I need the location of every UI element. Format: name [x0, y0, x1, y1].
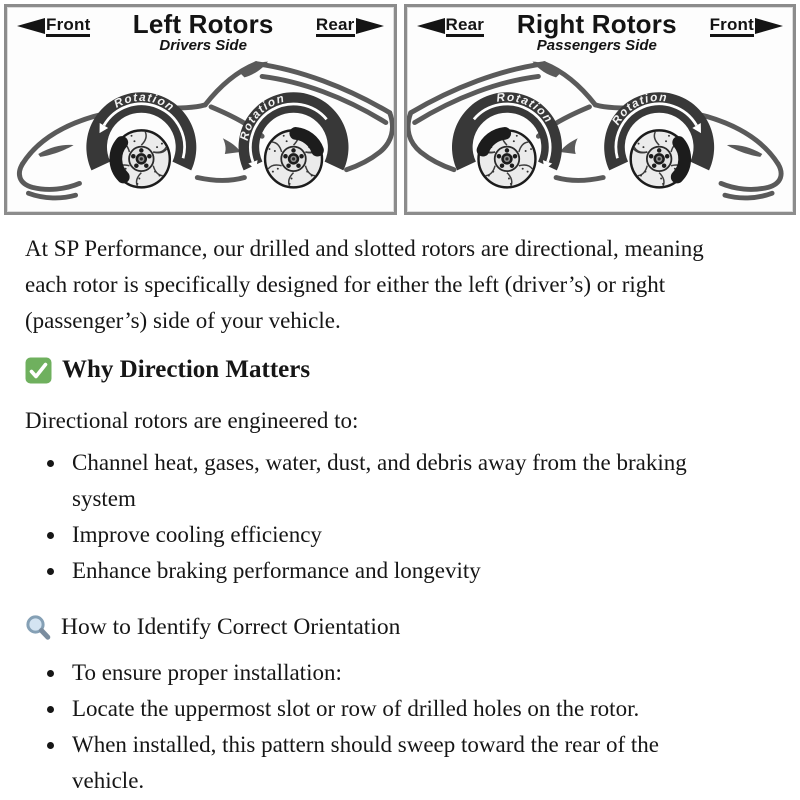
intro-paragraph: At SP Performance, our drilled and slotted rotors are directional, meaning each rotor is specifically designed for either the left (driver’s) or right (passenger’s) side of your vehicle.: [25, 236, 704, 333]
rotation-label: Rotation: [237, 91, 287, 142]
rotor-direction-diagram: [0, 0, 800, 215]
list-item: • Channel heat, gases, water, dust, and debris away from the braking system: [67, 445, 732, 517]
list-item: • When installed, this pattern should sweep toward the rear of the vehicle.: [67, 727, 732, 799]
car-illustration-right: [407, 44, 794, 206]
arrow-right-icon: [356, 18, 384, 34]
rear-direction-indicator: [417, 16, 485, 37]
car-illustration-left: [7, 44, 394, 206]
left-rotors-panel: [4, 4, 397, 215]
panel-title: Right Rotors: [516, 9, 677, 39]
lead-paragraph: Directional rotors are engineered to:: [25, 408, 359, 433]
check-icon: [25, 357, 52, 384]
direction-label: Rear: [446, 16, 485, 37]
section-heading-identify-orientation: [25, 609, 770, 645]
rear-direction-indicator: [316, 16, 384, 37]
panel-title: Left Rotors: [132, 9, 274, 39]
right-panel-header: [407, 7, 794, 54]
front-direction-indicator: [17, 16, 90, 37]
article-content: [0, 231, 800, 799]
direction-label: Front: [46, 16, 90, 37]
panel-subtitle: Passengers Side: [536, 36, 657, 54]
panel-subtitle: Drivers Side: [159, 36, 247, 54]
list-item: • Locate the uppermost slot or row of drilled holes on the rotor.: [67, 691, 732, 727]
right-panel-titles: [517, 11, 677, 54]
benefits-list: [25, 445, 770, 589]
orientation-steps-list: [25, 655, 770, 799]
list-item: • Enhance braking performance and longevity: [67, 553, 732, 589]
rotation-label: Rotation: [495, 90, 555, 126]
heading-text: How to Identify Correct Orientation: [61, 614, 401, 640]
front-direction-indicator: [710, 16, 783, 37]
right-rotors-panel: [404, 4, 797, 215]
left-panel-header: [7, 7, 394, 54]
section-heading-why-direction-matters: [25, 353, 770, 387]
arrow-left-icon: [417, 18, 445, 34]
direction-label: Rear: [316, 16, 355, 37]
list-item: • To ensure proper installation:: [67, 655, 732, 691]
magnifier-icon: [25, 614, 52, 641]
direction-label: Front: [710, 16, 754, 37]
arrow-right-icon: [755, 18, 783, 34]
left-panel-titles: [133, 11, 274, 54]
rotation-label: Rotation: [111, 90, 178, 115]
arrow-left-icon: [17, 18, 45, 34]
heading-text: Why Direction Matters: [62, 356, 311, 383]
rotation-label: Rotation: [609, 90, 668, 128]
list-item: • Improve cooling efficiency: [67, 517, 732, 553]
